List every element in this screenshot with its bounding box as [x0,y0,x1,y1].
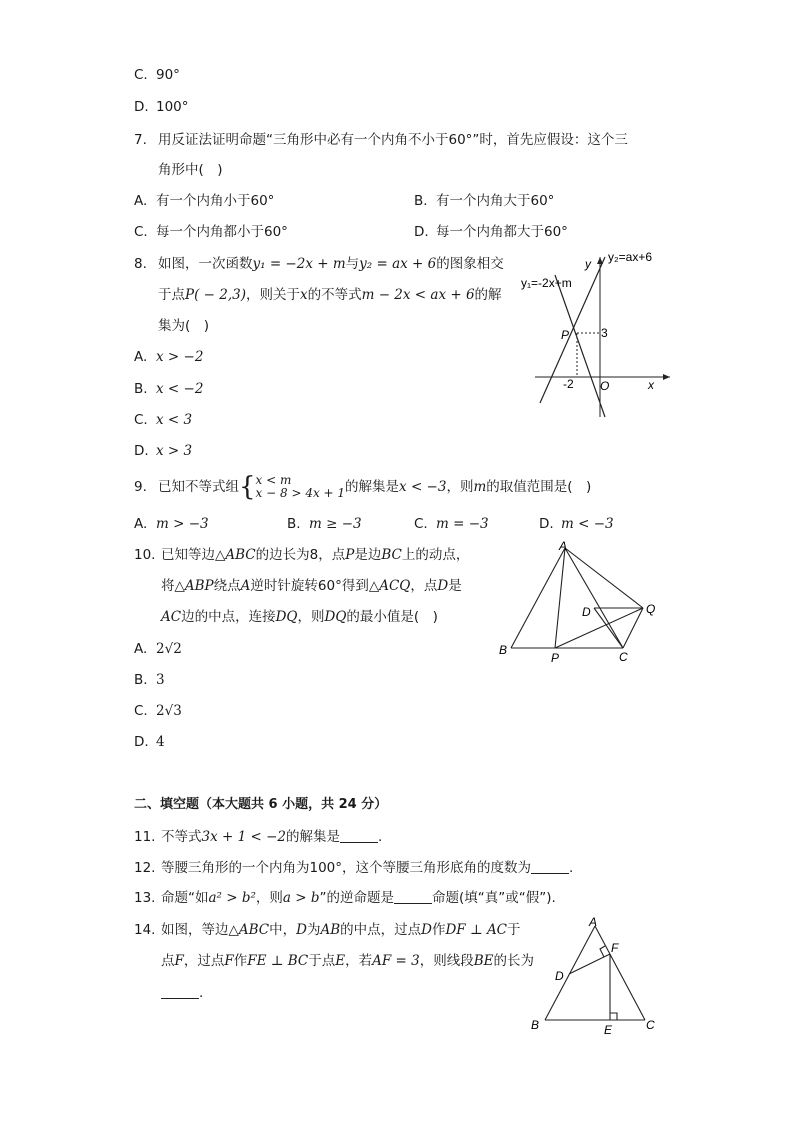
math: DF ⊥ AC [445,922,508,938]
math: AC [161,609,182,625]
q10-option-a[interactable] [134,640,182,658]
text: 的最小值是( ) [346,609,438,625]
text: 于 [507,922,521,938]
option-text: 100° [156,99,189,115]
q10-stem-line3 [161,608,438,626]
text: 与 [345,256,360,272]
label-d: D [582,605,591,619]
math: y₁ = −2x + m [252,256,346,272]
math: P( − 2,3) [185,287,246,303]
math: BC [381,547,402,563]
q10-option-b[interactable] [134,671,165,689]
label-y1: y₁=-2x+m [521,276,572,290]
inequality-bottom: x − 8 > 4x + 1 [255,486,346,500]
text: 作 [431,922,446,938]
q10-stem-line1 [134,546,469,564]
question-number: 14. [134,922,156,938]
label-a: A [559,539,568,553]
option-text: x > −2 [156,349,204,365]
text: 作 [233,953,248,969]
section-note: （本大题共 6 小题，共 24 分） [199,797,388,812]
question-number: 11. [134,829,156,845]
q7-option-a[interactable] [134,192,274,210]
text: 中， [269,922,297,938]
text: 的解集是 [345,479,400,495]
q13 [134,889,556,907]
q9-option-b[interactable] [287,515,362,533]
label-p: P [551,651,560,665]
q9-option-c[interactable] [414,515,489,533]
side-ac [595,926,645,1020]
math: △ABC [215,547,256,563]
answer-blank[interactable] [394,891,432,904]
q7-stem-line1 [134,131,628,149]
text: 点 [161,953,175,969]
question-number: 12. [134,860,156,876]
option-label: D. [134,99,149,115]
option-label: B. [287,516,301,532]
text: 逆时针旋转60°得到 [250,578,369,594]
segment-aq [565,548,643,608]
math: FE ⊥ BC [247,953,309,969]
text: 不等式 [161,829,202,845]
text: 如图，等边 [161,922,229,938]
label-q: Q [646,602,656,616]
text: ，过点 [183,953,225,969]
math: △ACQ [368,578,411,594]
math: a > b [282,890,320,906]
math: AF = 3 [372,953,420,969]
q9-option-a[interactable] [134,515,209,533]
math: P [345,547,355,563]
text: 的中点，过点 [340,922,422,938]
text: 为 [306,922,321,938]
q8-stem-line3: 集为( ) [158,318,210,334]
text: . [199,985,204,1001]
math: 3x + 1 < −2 [201,829,286,845]
q7-option-d[interactable] [414,223,568,241]
inequality-system [256,474,346,500]
label-y2: y₂=ax+6 [608,250,653,264]
option-label: D. [414,224,429,240]
q10-option-c[interactable] [134,702,182,720]
label-p: P [561,328,570,342]
q10-triangle-figure [495,538,665,668]
label-three: 3 [601,326,608,340]
label-origin: O [600,379,610,393]
option-label: B. [134,672,148,688]
text: 将 [161,578,175,594]
q11 [134,828,382,846]
text: 的解集是 [285,829,340,845]
option-label: C. [414,516,428,532]
option-text: 3 [156,672,165,688]
section-heading [134,796,387,814]
label-b: B [531,1018,540,1032]
option-text: 有一个内角小于60° [156,193,275,209]
right-angle-e [610,1013,617,1020]
text: ，则 [255,890,283,906]
label-c: C [646,1018,655,1032]
math: D [296,922,307,938]
option-label: B. [414,193,428,209]
text: 的长为 [493,953,535,969]
option-text: 4 [156,734,165,750]
q8-graph-figure [505,245,680,425]
q8-option-a[interactable] [134,348,203,366]
answer-blank[interactable] [161,986,199,999]
math: △ABP [174,578,214,594]
text: 已知不等式组 [158,479,239,495]
option-label: D. [134,734,149,750]
option-label: A. [134,641,148,657]
math: AB [320,922,341,938]
text: 等腰三角形的一个内角为100°，这个等腰三角形底角的度数为 [161,860,532,876]
brace-icon: { [239,472,256,502]
option-text: m > −3 [156,516,209,532]
question-number: 10. [134,547,156,563]
right-angle-f [600,946,605,957]
q7-option-c[interactable] [134,223,288,241]
q8-option-b[interactable] [134,380,203,398]
math: A [240,578,251,594]
answer-blank[interactable] [340,830,378,843]
math: D [421,922,432,938]
q14-stem-line1 [134,921,521,939]
q10-stem-line2 [161,577,462,595]
text: 命题(填“真”或“假”). [432,890,556,906]
math: △ABC [228,922,270,938]
label-f: F [611,941,619,955]
question-number: 13. [134,890,156,906]
text: . [569,860,574,876]
q14-stem-line2 [161,952,534,970]
option-text: 每一个内角都大于60° [436,224,568,240]
text: 命题“如 [161,890,209,906]
label-x: x [648,378,654,392]
q9-stem [134,472,591,502]
option-text: m < −3 [561,516,614,532]
q9-option-d[interactable] [539,515,614,533]
option-label: A. [134,349,148,365]
text: 如图，一次函数 [158,256,253,272]
question-number: 7. [134,132,147,148]
option-text: x > 3 [156,443,193,459]
text: ，则 [446,479,474,495]
label-y: y [585,257,591,271]
label-a: A [589,915,598,929]
side-ac [565,548,623,648]
option-label: A. [134,193,148,209]
option-label: D. [134,443,149,459]
section-title: 二、填空题 [134,797,200,812]
option-label: C. [134,67,148,83]
text: ”的逆命题是 [319,890,395,906]
q7-option-b[interactable] [414,192,554,210]
q14-stem-line3 [161,984,203,1002]
text: 边的中点，连接 [181,609,276,625]
text: 是 [448,578,462,594]
x-axis-arrow [663,374,670,380]
q7-text: 用反证法证明命题“三角形中必有一个内角不小于60°”时，首先应假设：这个三 [158,132,628,148]
answer-blank[interactable] [531,861,569,874]
q8-option-c[interactable] [134,411,192,429]
math: D [437,578,449,594]
text: 的不等式 [307,287,362,303]
q10-option-d[interactable] [134,733,165,751]
label-b: B [499,643,508,657]
label-c: C [619,650,628,664]
label-d: D [555,969,564,983]
q8-stem-line1 [134,255,504,273]
math: y₂ = ax + 6 [359,256,437,272]
text: ，则关于 [245,287,300,303]
text: 上的动点， [401,547,470,563]
option-text: 2√3 [156,703,182,719]
math: x < −3 [399,479,447,495]
option-label: C. [134,412,148,428]
text: 于点 [158,287,185,303]
option-text: x < 3 [156,412,193,428]
math: BE [473,953,494,969]
option-text: 有一个内角大于60° [436,193,555,209]
math: a² > b² [208,890,256,906]
text: 绕点 [213,578,241,594]
text: ，则线段 [419,953,474,969]
math: DQ [324,609,347,625]
math: F [174,953,184,969]
text: 已知等边 [161,547,215,563]
option-label: A. [134,516,148,532]
line-y1 [555,275,605,417]
option-text: 90° [156,67,180,83]
option-text: m = −3 [436,516,489,532]
inequality-top: x < m [255,473,292,487]
label-e: E [604,1023,613,1037]
math: F [224,953,234,969]
text: 的图象相交 [436,256,504,272]
text: 是边 [354,547,382,563]
q8-option-d[interactable] [134,442,192,460]
text: 的边长为8，点 [255,547,346,563]
q8-stem-line2 [158,286,502,304]
q6-option-d[interactable] [134,98,189,116]
text: 的取值范围是( ) [486,479,592,495]
math: m − 2x < ax + 6 [361,287,475,303]
q14-triangle-figure [525,912,665,1040]
option-text: 每一个内角都小于60° [156,224,288,240]
math: DQ [275,609,298,625]
option-label: D. [539,516,554,532]
option-label: B. [134,381,148,397]
option-text: 2√2 [156,641,182,657]
q12 [134,859,573,877]
label-neg2: -2 [563,377,574,391]
math: x [299,287,308,303]
text: ，若 [345,953,373,969]
option-text: x < −2 [156,381,204,397]
q6-option-c[interactable] [134,66,180,84]
text: ，点 [410,578,438,594]
question-number: 9. [134,479,147,495]
segment-cq [623,608,643,648]
option-label: C. [134,703,148,719]
text: 的解 [474,287,502,303]
question-number: 8. [134,256,147,272]
text: . [377,829,383,845]
option-text: m ≥ −3 [309,516,362,532]
q7-stem-line2: 角形中( ) [158,162,223,178]
text: 于点 [308,953,336,969]
math: m [473,479,487,495]
math: E [335,953,346,969]
option-label: C. [134,224,148,240]
text: ，则 [297,609,325,625]
